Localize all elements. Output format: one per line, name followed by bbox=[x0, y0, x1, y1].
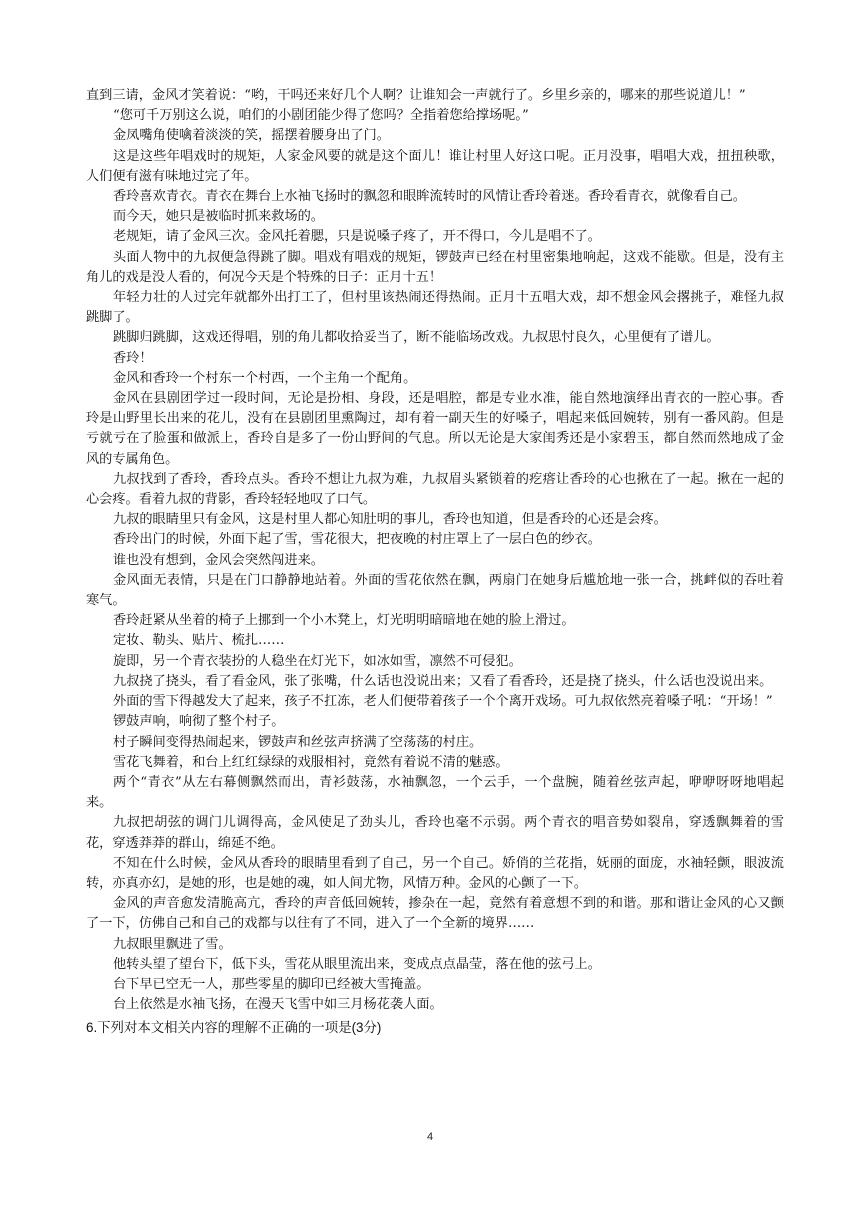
paragraph: 两个“青衣”从左右幕侧飘然而出，青衫鼓荡，水袖飘忽，一个云手，一个盘腕，随着丝弦声起，咿咿呀呀地唱起来。 bbox=[86, 774, 784, 811]
paragraph: 九叔挠了挠头，看了看金风，张了张嘴，什么话也没说出来；又看了看香玲，还是挠了挠头，什么话也没说出来。 bbox=[113, 673, 773, 689]
question-6: 6.下列对本文相关内容的理解不正确的一项是(3分) bbox=[86, 1020, 382, 1036]
paragraph: 九叔的眼睛里只有金风，这是村里人都心知肚明的事儿，香玲也知道，但是香玲的心还是会疼。 bbox=[113, 512, 667, 528]
paragraph: 外面的雪下得越发大了起来，孩子不扛冻，老人们便带着孩子一个个离开戏场。可九叔依然亮着嗓子吼：“开场！” bbox=[113, 694, 773, 710]
paragraph: 金风面无表情，只是在门口静静地站着。外面的雪花依然在飘，两扇门在她身后尴尬地一张一合，挑衅似的吞吐着寒气。 bbox=[86, 572, 784, 609]
paragraph: 九叔把胡弦的调门儿调得高，金风使足了劲头儿，香玲也毫不示弱。两个青衣的唱音势如裂帛，穿透飘舞着的雪花，穿透莽莽的群山，绵延不绝。 bbox=[86, 815, 784, 851]
paragraph: 雪花飞舞着，和台上红红绿绿的戏服相衬，竟然有着说不清的魅惑。 bbox=[113, 754, 509, 770]
paragraph: 锣鼓声响，响彻了整个村子。 bbox=[113, 714, 285, 730]
paragraph: 他转头望了望台下，低下头，雪花从眼里流出来，变成点点晶莹，落在他的弦弓上。 bbox=[113, 956, 601, 972]
paragraph: 台下早已空无一人，那些零星的脚印已经被大雪掩盖。 bbox=[113, 976, 430, 992]
paragraph: 直到三请，金风才笑着说：“哟，干吗还来好几个人啊？让谁知会一声就行了。乡里乡亲的，哪来的那些说道儿！” bbox=[86, 88, 746, 103]
paragraph: 九叔眼里飘进了雪。 bbox=[113, 936, 232, 952]
paragraph: 九叔找到了香玲，香玲点头。香玲不想让九叔为难，九叔眉头紧锁着的疙瘩让香玲的心也揪在了一起。揪在一起的心会疼。看着九叔的背影，香玲轻轻地叹了口气。 bbox=[86, 471, 784, 508]
paragraph: 香玲赶紧从坐着的椅子上挪到一个小木凳上，灯光明明暗暗地在她的脸上滑过。 bbox=[113, 613, 575, 629]
paragraph: 金风的声音愈发清脆高亢，香玲的声音低回婉转，掺杂在一起，竟然有着意想不到的和谐。那和谐让金风的心又颤了一下，仿佛自己和自己的戏都与以往有了不同，进入了一个全新的境界…… bbox=[86, 896, 784, 932]
page-number: 4 bbox=[426, 1131, 434, 1143]
paragraph: 谁也没有想到，金风会突然闯进来。 bbox=[113, 552, 324, 568]
paragraph: 香玲出门的时候，外面下起了雪，雪花很大，把夜晚的村庄罩上了一层白色的纱衣。 bbox=[113, 532, 601, 548]
paragraph: 而今天，她只是被临时抓来救场的。 bbox=[113, 209, 324, 225]
paragraph: 定妆、勒头、贴片、梳扎…… bbox=[113, 633, 285, 649]
paragraph: “您可千万别这么说，咱们的小剧团能少得了您吗？全指着您给撑场呢。” bbox=[113, 108, 529, 124]
paragraph: 香玲喜欢青衣。青衣在舞台上水袖飞扬时的飘忽和眼眸流转时的风情让香玲着迷。香玲看青衣，就像看自己。 bbox=[113, 189, 746, 205]
paragraph: 跳脚归跳脚，这戏还得唱，别的角儿都收拾妥当了，断不能临场改戏。九叔思忖良久，心里便有了谱儿。 bbox=[113, 330, 720, 346]
paragraph: 头面人物中的九叔便急得跳了脚。唱戏有唱戏的规矩，锣鼓声已经在村里密集地响起，这戏不能歇。但是，没有主角儿的戏是没人看的，何况今天是个特殊的日子：正月十五！ bbox=[86, 249, 784, 285]
paragraph: 台上依然是水袖飞扬，在漫天飞雪中如三月杨花袭人面。 bbox=[113, 997, 443, 1013]
paragraph: 村子瞬间变得热闹起来，锣鼓声和丝弦声挤满了空荡荡的村庄。 bbox=[113, 734, 483, 750]
paragraph: 金风和香玲一个村东一个村西，一个主角一个配角。 bbox=[113, 370, 417, 386]
paragraph: 旋即，另一个青衣装扮的人稳坐在灯光下，如冰如雪，凛然不可侵犯。 bbox=[113, 653, 522, 669]
paragraph: 金风在县剧团学过一段时间，无论是扮相、身段，还是唱腔，都是专业水准，能自然地演绎出青衣的一腔心事。香玲是山野里长出来的花儿，没有在县剧团里熏陶过，却有着一副天生的好嗓子，唱起来低回婉转，别有一番风韵。但是亏就亏在了脸蛋和做派上，香玲自是多了一份山野间的气息。所以无论是大家闺秀还是小家碧玉，都自然而然地成了金风的专属角色。 bbox=[86, 391, 784, 467]
paragraph: 老规矩，请了金风三次。金风托着腮，只是说嗓子疼了，开不得口，今儿是唱不了。 bbox=[113, 229, 601, 245]
paragraph: 年轻力壮的人过完年就都外出打工了，但村里该热闹还得热闹。正月十五唱大戏，却不想金风会撂挑子，难怪九叔跳脚了。 bbox=[86, 290, 784, 326]
paragraph: 这是这些年唱戏时的规矩，人家金风要的就是这个面儿！谁让村里人好这口呢。正月没事，唱唱大戏，扭扭秧歌，人们便有滋有味地过完了年。 bbox=[86, 148, 784, 184]
story-text bbox=[86, 86, 784, 1039]
paragraph: 金凤嘴角使噙着淡淡的笑，摇摆着腰身出了门。 bbox=[113, 128, 390, 144]
paragraph: 香玲！ bbox=[113, 350, 153, 366]
paragraph: 不知在什么时候，金风从香玲的眼睛里看到了自己，另一个自己。娇俏的兰花指，妩丽的面庞，水袖轻颤，眼波流转，亦真亦幻，是她的形，也是她的魂，如人间尤物，风情万种。金风的心颤了一下。 bbox=[86, 855, 784, 891]
